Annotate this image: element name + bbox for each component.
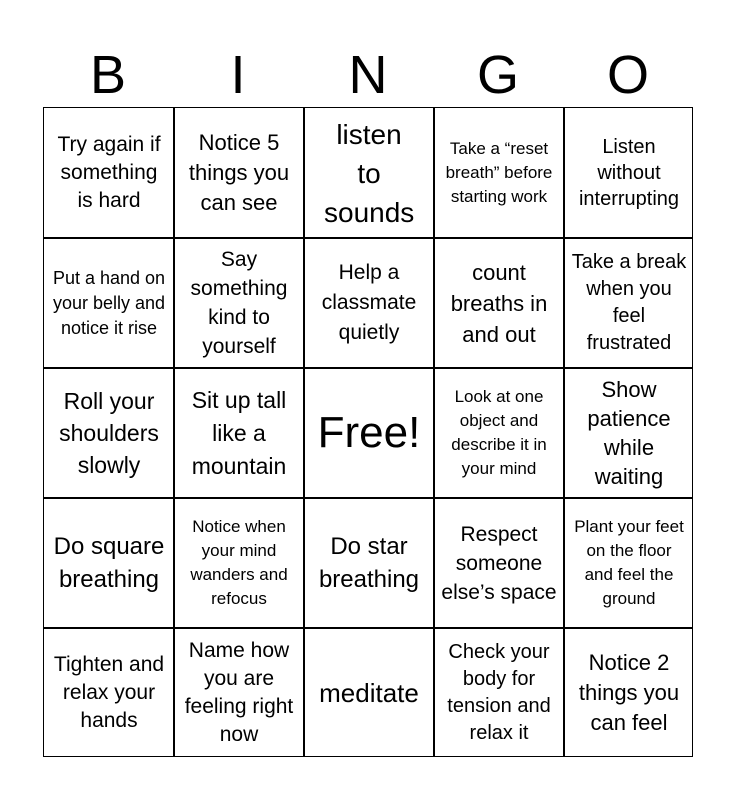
bingo-cell[interactable] — [174, 108, 304, 238]
grid-line — [44, 627, 692, 629]
cell-text: Do star breathing — [318, 533, 420, 593]
bingo-cell[interactable] — [44, 498, 174, 628]
bingo-cell[interactable] — [174, 368, 304, 498]
bingo-row — [44, 628, 692, 758]
header-letter-b: B — [89, 45, 127, 105]
grid-line — [433, 108, 435, 756]
cell-text: Check your body for tension and relax it — [447, 641, 551, 744]
bingo-cell[interactable] — [564, 628, 694, 758]
cell-text: Look at one object and describe it in your mind — [451, 387, 547, 478]
cell-text: Help a classmate quietly — [321, 261, 417, 344]
cell-text: Say something kind to yourself — [190, 248, 288, 358]
cell-text: meditate — [319, 678, 419, 708]
header-letter-i: I — [230, 45, 246, 105]
grid-line — [563, 108, 565, 756]
header-letter-g: G — [476, 45, 519, 105]
bingo-row — [44, 238, 692, 368]
cell-text: Notice when your mind wanders and refocus — [190, 517, 288, 608]
bingo-cell[interactable] — [434, 498, 564, 628]
cell-text: listen to sounds — [324, 118, 415, 228]
cell-text: Try again if something is hard — [57, 133, 161, 212]
cell-text: Do square breathing — [53, 533, 165, 593]
bingo-cell[interactable] — [434, 628, 564, 758]
bingo-cell[interactable] — [434, 108, 564, 238]
bingo-cell[interactable] — [44, 238, 174, 368]
cell-text: Listen without interrupting — [578, 136, 680, 210]
bingo-row — [44, 108, 692, 238]
bingo-cell[interactable] — [44, 368, 174, 498]
header-letter-n: N — [348, 45, 388, 105]
grid-line — [44, 367, 692, 369]
bingo-cell[interactable] — [564, 238, 694, 368]
cell-text: Show patience while waiting — [587, 377, 671, 489]
cell-text: Take a “reset breath” before starting work — [445, 139, 553, 206]
bingo-cell[interactable] — [564, 498, 694, 628]
bingo-header — [43, 42, 693, 108]
cell-text: Put a hand on your belly and notice it rise — [52, 267, 166, 338]
cell-text: Notice 2 things you can feel — [578, 650, 680, 735]
bingo-cell[interactable] — [304, 108, 434, 238]
free-space-text: Free! — [317, 408, 421, 457]
bingo-cell[interactable] — [174, 628, 304, 758]
cell-text: Take a break when you feel frustrated — [571, 251, 687, 354]
header-letter-o: O — [606, 45, 649, 105]
grid-line — [303, 108, 305, 756]
cell-text: Sit up tall like a mountain — [191, 386, 287, 479]
bingo-cell[interactable] — [564, 368, 694, 498]
bingo-cell[interactable] — [434, 238, 564, 368]
bingo-cell[interactable] — [44, 628, 174, 758]
bingo-cell[interactable] — [304, 498, 434, 628]
grid-line — [44, 497, 692, 499]
cell-text: Roll your shoulders slowly — [59, 388, 159, 478]
cell-text: Notice 5 things you can see — [188, 130, 290, 215]
bingo-cell[interactable] — [304, 628, 434, 758]
bingo-cell[interactable] — [174, 238, 304, 368]
bingo-row — [44, 498, 692, 628]
bingo-cell[interactable] — [304, 238, 434, 368]
grid-line — [173, 108, 175, 756]
bingo-cell[interactable] — [434, 368, 564, 498]
bingo-grid — [43, 107, 693, 757]
bingo-cell[interactable] — [564, 108, 694, 238]
grid-line — [44, 237, 692, 239]
bingo-row — [44, 368, 692, 498]
cell-text: Plant your feet on the floor and feel the ground — [574, 517, 684, 608]
cell-text: count breaths in and out — [450, 259, 548, 347]
free-space-cell[interactable] — [304, 368, 434, 498]
cell-text: Name how you are feeling right now — [184, 639, 294, 746]
bingo-cell[interactable] — [44, 108, 174, 238]
bingo-cell[interactable] — [174, 498, 304, 628]
cell-text: Tighten and relax your hands — [53, 653, 165, 732]
cell-text: Respect someone else’s space — [441, 522, 557, 604]
